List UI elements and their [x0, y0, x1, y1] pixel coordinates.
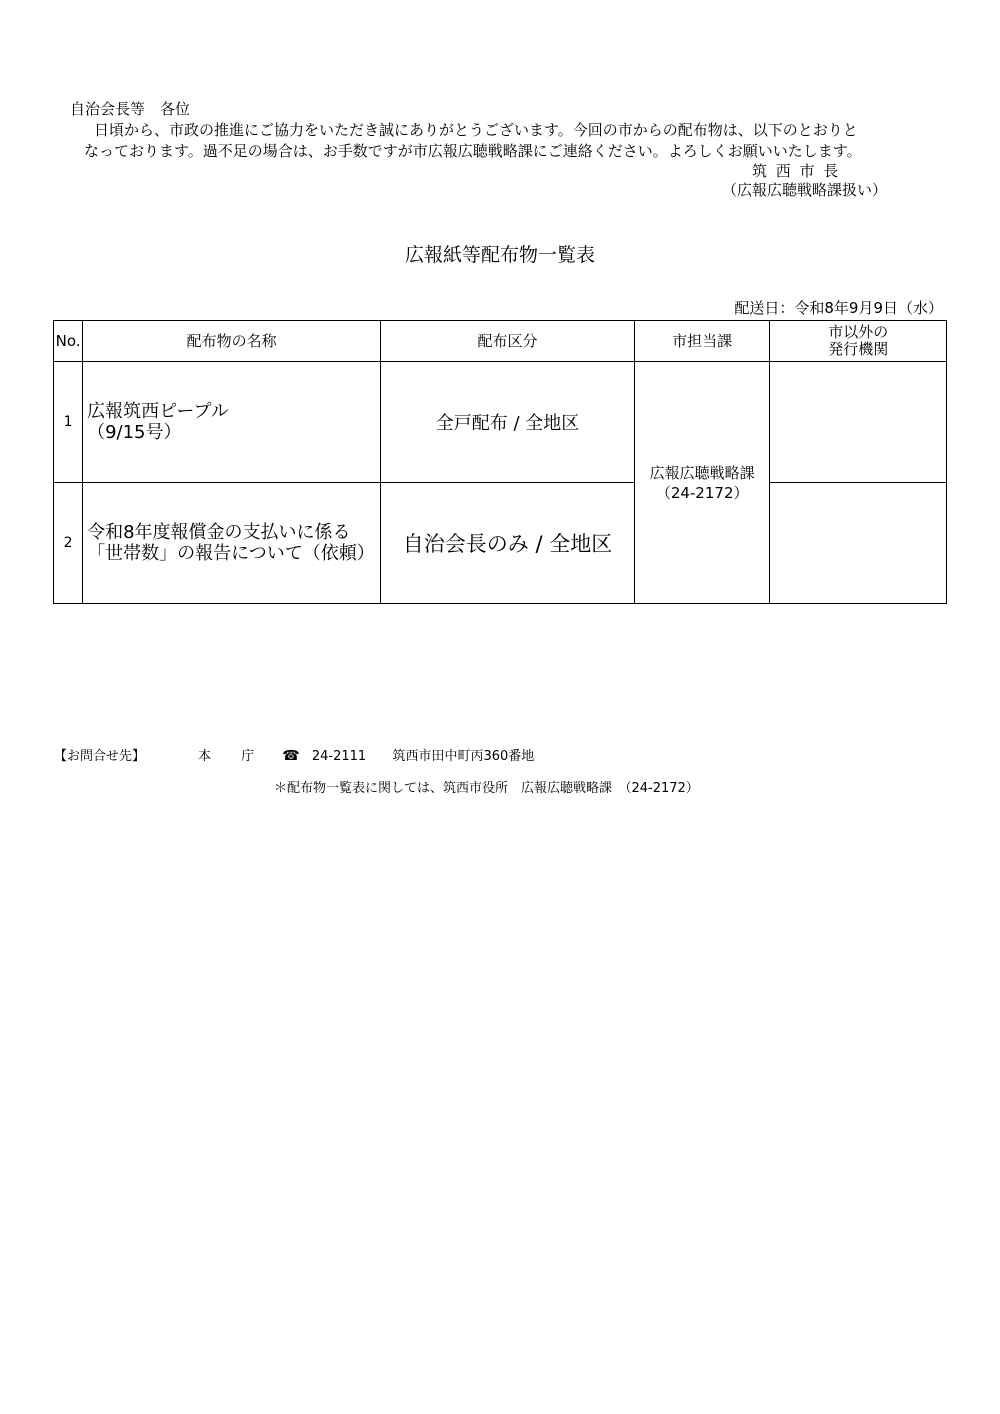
delivery-date: 配送日：令和8年9月9日（水）	[734, 299, 943, 317]
contact-phone: 24-2111	[311, 749, 367, 764]
header-dept: 市担当課	[634, 321, 769, 362]
signer: 筑 西 市 長	[752, 162, 841, 180]
intro-line-1: 日頃から、市政の推進にご協力をいただき誠にありがとうございます。今回の市からの配布物は、以下のとおりと	[94, 121, 858, 139]
telephone-icon: ☎	[282, 748, 300, 764]
header-name: 配布物の名称	[83, 321, 381, 362]
header-category: 配布区分	[381, 321, 635, 362]
external-publisher	[770, 483, 947, 604]
document-title: 広報紙等配布物一覧表	[404, 244, 595, 266]
dept-name: 広報広聴戦略課	[649, 463, 755, 482]
item-name-line-1: 広報筑西ピープル	[87, 401, 229, 422]
distribution-table	[53, 320, 947, 604]
footnote: ＊配布物一覧表に関しては、筑西市役所 広報広聴戦略課 （24-2172）	[274, 781, 699, 796]
distribution-category: 自治会長のみ / 全地区	[381, 483, 635, 604]
item-name-line-2: （9/15号）	[87, 422, 182, 443]
item-name	[83, 483, 381, 604]
row-number: 1	[54, 362, 83, 483]
table-row	[54, 362, 947, 483]
table-header-row	[54, 321, 947, 362]
contact-address: 筑西市田中町丙360番地	[392, 749, 535, 764]
table-row	[54, 483, 947, 604]
header-publisher	[770, 321, 947, 362]
intro-text	[84, 120, 944, 162]
contact-office: 本庁	[198, 749, 285, 764]
header-no: No.	[54, 321, 83, 362]
external-publisher	[770, 362, 947, 483]
intro-line-2: なっております。過不足の場合は、お手数ですが市広報広聴戦略課にご連絡ください。よろしくお願いいたします。	[84, 142, 862, 160]
dept-phone: （24-2172）	[655, 483, 749, 502]
contact-info	[54, 745, 534, 764]
item-name	[83, 362, 381, 483]
distribution-category: 全戸配布 / 全地区	[381, 362, 635, 483]
contact-label: 【お問合せ先】	[54, 749, 146, 764]
row-number: 2	[54, 483, 83, 604]
responsible-dept	[634, 362, 769, 604]
item-name-line-2: 「世帯数」の報告について（依頼）	[87, 543, 375, 564]
header-publisher-line-1: 市以外の	[828, 323, 889, 341]
header-publisher-line-2: 発行機関	[828, 340, 889, 358]
item-name-line-1: 令和8年度報償金の支払いに係る	[87, 522, 351, 543]
signer-dept: （広報広聴戦略課扱い）	[722, 181, 888, 199]
addressee: 自治会長等 各位	[70, 100, 191, 118]
